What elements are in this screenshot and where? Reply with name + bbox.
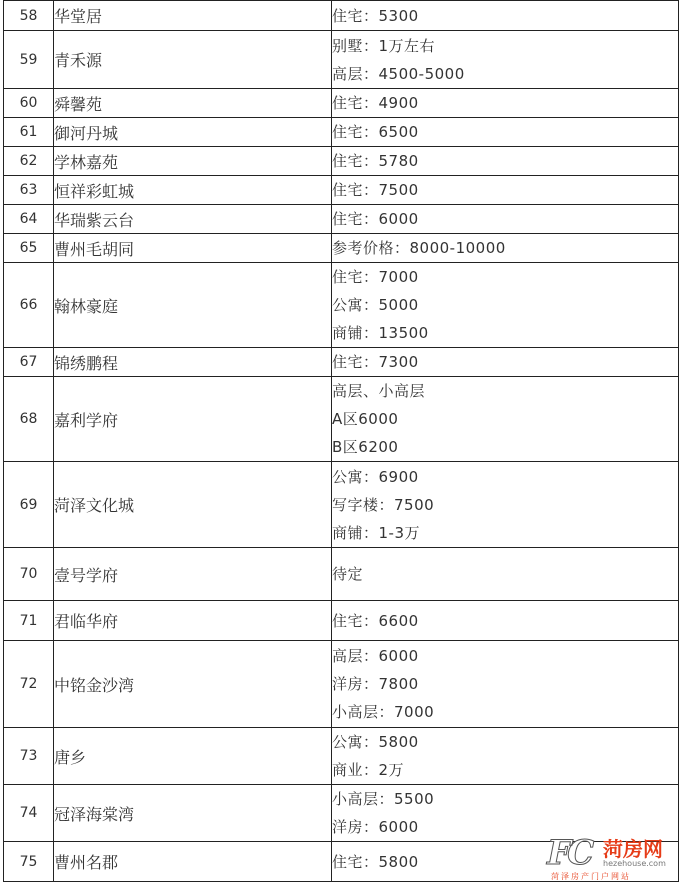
table-row <box>4 548 679 601</box>
price-line: 住宅：6500 <box>332 123 419 141</box>
table-row <box>4 147 679 176</box>
price-line: 别墅：1万左右 <box>332 36 436 55</box>
project-name: 菏泽文化城 <box>54 462 332 548</box>
price-line: 洋房：6000 <box>332 818 419 836</box>
row-number: 75 <box>4 842 54 882</box>
price-line: 住宅：7500 <box>332 181 419 199</box>
project-name: 壹号学府 <box>54 548 332 601</box>
price-line: 住宅：6000 <box>332 210 419 228</box>
row-number: 61 <box>4 118 54 147</box>
price-line: A区6000 <box>332 410 399 428</box>
row-number: 70 <box>4 548 54 601</box>
price-line: 写字楼：7500 <box>332 495 435 514</box>
project-name: 学林嘉苑 <box>54 147 332 176</box>
table-row <box>4 263 679 348</box>
row-number: 69 <box>4 462 54 548</box>
project-name: 御河丹城 <box>54 118 332 147</box>
price-cell <box>332 728 679 785</box>
project-name: 华瑞紫云台 <box>54 205 332 234</box>
row-number: 66 <box>4 263 54 348</box>
price-line: 高层：4500-5000 <box>332 64 465 83</box>
price-cell <box>332 176 679 205</box>
table-row <box>4 641 679 728</box>
table-row <box>4 1 679 31</box>
fc-logo-mark: FC <box>547 833 591 873</box>
price-line: 住宅：4900 <box>332 94 419 112</box>
price-line: 商铺：1-3万 <box>332 523 420 542</box>
project-name: 锦绣鹏程 <box>54 348 332 377</box>
price-line: 住宅：5300 <box>332 6 419 25</box>
row-number: 62 <box>4 147 54 176</box>
price-line: 小高层：7000 <box>332 703 435 721</box>
row-number: 72 <box>4 641 54 728</box>
row-number: 73 <box>4 728 54 785</box>
price-cell <box>332 263 679 348</box>
project-name: 恒祥彩虹城 <box>54 176 332 205</box>
price-line: 商业：2万 <box>332 761 405 779</box>
table-row <box>4 234 679 263</box>
price-line: 高层、小高层 <box>332 382 426 400</box>
price-line: 公寓：5800 <box>332 733 419 751</box>
project-name: 曹州名郡 <box>54 842 332 882</box>
price-cell <box>332 1 679 31</box>
price-cell <box>332 641 679 728</box>
row-number: 60 <box>4 89 54 118</box>
price-cell <box>332 348 679 377</box>
site-tagline: 菏泽房产门户网站 <box>551 872 631 881</box>
project-name: 唐乡 <box>54 728 332 785</box>
row-number: 64 <box>4 205 54 234</box>
project-name: 舜馨苑 <box>54 89 332 118</box>
price-line: B区6200 <box>332 438 399 456</box>
row-number: 59 <box>4 31 54 89</box>
project-name: 青禾源 <box>54 31 332 89</box>
price-cell <box>332 31 679 89</box>
price-table <box>3 0 679 882</box>
price-line: 住宅：5800 <box>332 852 419 871</box>
price-line: 洋房：7800 <box>332 675 419 693</box>
project-name: 冠泽海棠湾 <box>54 785 332 842</box>
price-cell <box>332 205 679 234</box>
price-cell <box>332 147 679 176</box>
row-number: 58 <box>4 1 54 31</box>
row-number: 65 <box>4 234 54 263</box>
row-number: 71 <box>4 601 54 641</box>
table-row <box>4 89 679 118</box>
price-line: 参考价格：8000-10000 <box>332 239 506 257</box>
price-line: 商铺：13500 <box>332 324 429 342</box>
project-name: 翰林豪庭 <box>54 263 332 348</box>
price-cell <box>332 377 679 462</box>
price-cell <box>332 548 679 601</box>
table-row <box>4 348 679 377</box>
table-row <box>4 205 679 234</box>
row-number: 67 <box>4 348 54 377</box>
row-number: 74 <box>4 785 54 842</box>
price-line: 公寓：5000 <box>332 296 419 314</box>
price-cell <box>332 118 679 147</box>
project-name: 嘉利学府 <box>54 377 332 462</box>
price-line: 公寓：6900 <box>332 467 419 486</box>
table-row <box>4 377 679 462</box>
price-line: 住宅：7000 <box>332 268 419 286</box>
price-line: 小高层：5500 <box>332 790 435 808</box>
table-row <box>4 31 679 89</box>
price-line: 住宅：5780 <box>332 152 419 170</box>
price-cell <box>332 89 679 118</box>
row-number: 68 <box>4 377 54 462</box>
project-name: 中铭金沙湾 <box>54 641 332 728</box>
price-line: 住宅：7300 <box>332 353 419 371</box>
site-watermark <box>547 831 679 881</box>
site-domain: hezehouse.com <box>603 859 666 868</box>
price-cell <box>332 601 679 641</box>
price-cell <box>332 462 679 548</box>
project-name: 曹州毛胡同 <box>54 234 332 263</box>
price-cell <box>332 234 679 263</box>
table-row <box>4 462 679 548</box>
price-line: 待定 <box>332 565 364 583</box>
table-row <box>4 176 679 205</box>
table-row <box>4 118 679 147</box>
table-row <box>4 601 679 641</box>
project-name: 华堂居 <box>54 1 332 31</box>
price-line: 住宅：6600 <box>332 611 419 630</box>
row-number: 63 <box>4 176 54 205</box>
project-name: 君临华府 <box>54 601 332 641</box>
site-name: 菏房网 <box>603 837 663 861</box>
table-row <box>4 728 679 785</box>
price-line: 高层：6000 <box>332 647 419 665</box>
